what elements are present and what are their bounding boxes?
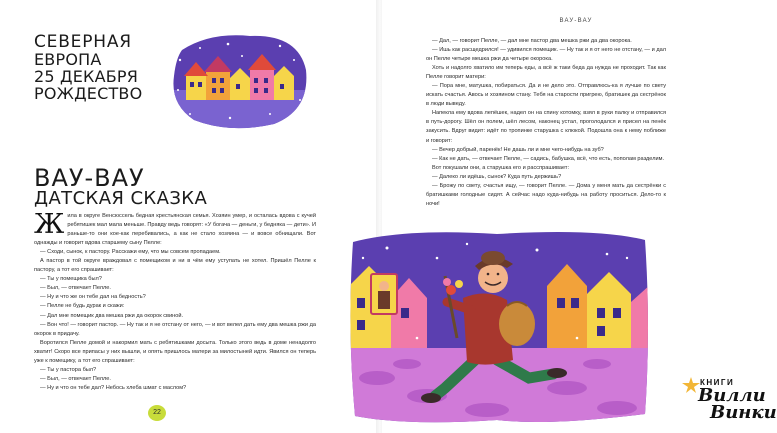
- paragraph: — Дал мне помещик два мешка ржи да окорок свиной.: [40, 312, 183, 319]
- running-head: ВАУ-ВАУ: [559, 18, 593, 24]
- paragraph: — Сходи, сынок, к пастору. Расскажи ему, что мы совсем пропадаем.: [40, 249, 221, 256]
- paragraph: — Брожу по свету, счастья ищу, — говорит Пелле. — Дома у меня мать да сестрёнки с братишками голодные сидят. А сейчас надо куда-нибудь на работу проситься. Дело-то к ночи!: [426, 182, 666, 207]
- paragraph: — Дал, — говорит Пелле, — дал мне пастор два мешка ржи да два окорока.: [432, 38, 632, 44]
- boy-running-illustration: [347, 228, 651, 426]
- page-number: 22: [148, 405, 166, 421]
- logo-word-1: Вилли: [698, 385, 766, 406]
- paragraph: — Был, — отвечает Пелле.: [40, 285, 111, 292]
- holiday-line: РОЖДЕСТВО: [34, 84, 143, 103]
- paragraph: — Ну и что он тебе дал? Небось хлеба шмат с маслом?: [40, 384, 187, 391]
- paragraph: — Был, — отвечает Пелле.: [40, 375, 111, 382]
- paragraph: Хоть и надолго хватило им теперь еды, а всё ж таки беда да нужда не проходит. Так как Пелле говорит матери:: [426, 65, 666, 81]
- logo-word-2: Винки: [710, 402, 777, 423]
- paragraph: — Вечер добрый, паренёк! Не дашь ли и мне чего-нибудь на зуб?: [432, 146, 604, 153]
- paragraph-text: ила в округе Венсюссель бедная крестьянская семья. Хозяин умер, и осталась вдова с кучей ребятишек мал мала меньше. Правду ведь говорят: «У богача — деньги, у бедняка — дети». И раньше-то они кое-как перебивались, а как не стало хозяина — и вовсе обнищали. Вот однажды и говорит вдова старшему сыну Пелле:: [34, 213, 316, 247]
- logo-top-text: КНИГИ: [700, 378, 735, 387]
- paragraph: — Пелле не будь дурак и скажи:: [40, 303, 125, 310]
- drop-cap: Ж: [34, 209, 65, 240]
- paragraph: — Далеко ли идёшь, сынок? Куда путь держишь?: [432, 173, 562, 180]
- paragraph: Вот покушали они, а старушка его и расспрашивает:: [432, 164, 570, 171]
- story-title: ВАУ-ВАУ: [34, 164, 145, 192]
- paragraph: — Ты у пастора был?: [40, 366, 97, 373]
- paragraph: — Как не дать, — отвечает Пелле, — садись, бабушка, всё, что есть, пополам разделим.: [432, 155, 665, 162]
- left-page: [0, 0, 378, 433]
- paragraph: [34, 209, 316, 248]
- story-subtitle: ДАТСКАЯ СКАЗКА: [34, 188, 208, 209]
- paragraph: А пастор в той округе враждовал с помещиком и ни в чём ему уступать не хотел. Пришёл Пелле к пастору, а тот его спрашивает:: [34, 258, 316, 274]
- paragraph: — Вон что! — говорит пастор. — Ну так и я не отстану от него, — и вот велел дать ему два мешка ржи да окорок в придачу.: [34, 321, 316, 337]
- left-body-text: [34, 209, 316, 393]
- houses-illustration: [170, 30, 310, 130]
- right-body-text: [426, 37, 666, 209]
- region-line: ЕВРОПА: [34, 50, 102, 69]
- publisher-logo: [682, 375, 777, 427]
- paragraph: — Пора мне, матушка, побираться. Да и не дело это. Отправлюсь-ка я лучше по свету искать счастья. Авось и хозяином стану. Тебя на старости пригрею, братишек да сестрёнок в люди выведу.: [426, 83, 666, 108]
- region-heading: [34, 34, 149, 102]
- paragraph: — Ишь как расщедрился! — удивился помещик. — Ну так и я от него не отстану, — и дал он Пелле четыре мешка ржи да четыре окорока.: [426, 47, 666, 63]
- paragraph: Напекла ему вдова лепёшек, надел он на спину котомку, взял в руки палку и отправился в путь-дорогу. Шёл он полем, шёл лесом, наконец устал, проголодался и присел на пенёк закусить. Вдруг видит: идёт по тропинке старушка с клюкой. Подошла она к нему поближе и говорит:: [426, 110, 666, 144]
- paragraph: Воротился Пелле домой и накормил мать с ребятишками досыта. Только этого ведь в доме ненадолго хватит! Скоро все припасы у них вышли, и опять пришлось матери за милостыней идти. Явился он теперь уже к помещику, а тот его спрашивает:: [34, 339, 316, 364]
- paragraph: — Ну и что же он тебе дал на бедность?: [40, 294, 146, 301]
- region-line: СЕВЕРНАЯ: [34, 32, 132, 52]
- date-line: 25 ДЕКАБРЯ: [34, 67, 139, 86]
- paragraph: — Ты у помещика был?: [40, 276, 102, 283]
